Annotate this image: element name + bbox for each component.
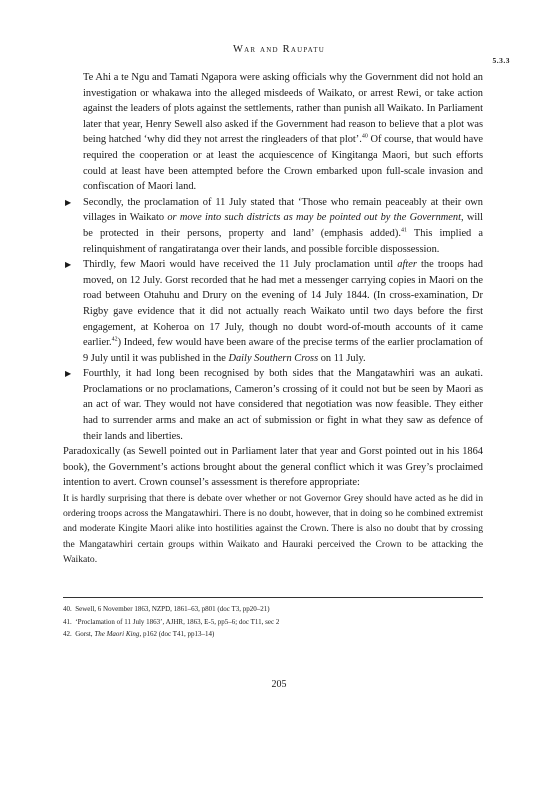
emphasis-text: Daily Southern Cross (228, 352, 319, 364)
body-text (63, 70, 483, 567)
footnotes (63, 603, 483, 641)
bullet-arrow-icon: ▶ (65, 260, 72, 270)
page-number: 205 (271, 679, 287, 690)
bullet-item-secondly (63, 195, 483, 257)
footnote-divider (63, 597, 483, 598)
footnote-title: The Maori King (94, 630, 140, 639)
bullet-arrow-icon: ▶ (65, 197, 72, 207)
emphasis-text: or move into such districts as may be pointed out by the Government (167, 212, 461, 224)
bullet-text: Secondly, the proclamation of 11 July stated that ‘Those who remain peaceably at their own villages in Waikato (83, 196, 483, 224)
section-number: 5.3.3 (492, 56, 510, 65)
footnote-ref: 40 (361, 133, 368, 140)
bullet-item-fourthly (63, 366, 483, 444)
paragraph-text: Of course, that would have required the cooperation or at least the acquiescence of Kingitanga Maori, but such efforts could at least have been attempted before the Crown embarked upon full-scale invasion and confiscation of Maori land. (83, 134, 483, 193)
footnote-text: 42. Gorst, (63, 630, 95, 639)
paragraph-continuation (63, 70, 483, 195)
running-head: War and Raupatu (232, 44, 326, 55)
bullet-text: , will be protected in their persons, property and land’ (emphasis added). (83, 212, 483, 239)
emphasis-text: after (397, 259, 417, 271)
bullet-item-thirdly (63, 257, 483, 366)
footnote-41: 41. ‘Proclamation of 11 July 1863’, AJHR, 1863, E-5, pp5–6; doc T11, sec 2 (63, 617, 280, 626)
footnote-42 (63, 628, 483, 641)
bullet-text: Thirdly, few Maori would have received the 11 July proclamation until (83, 259, 398, 271)
footnote-40: 40. Sewell, 6 November 1863, NZPD, 1861–63, p801 (doc T3, pp20–21) (63, 605, 270, 613)
bullet-text: Fourthly, it had long been recognised by both sides that the Mangatawhiri was an aukati. Proclamations or no proclamations, Cameron’s crossing of it could not but be seen by Maori as an act of war. They would not have considered that negotiation was now feasible. They either had to surrender arms and make an act of submission or fight in what they saw as defence of their lands and liberties. (83, 368, 483, 442)
block-quote: It is hardly surprising that there is debate over whether or not Governor Grey should have acted as he did in ordering troops across the Mangatawhiri. There is no doubt, however, that in doing so he combined extremist and moderate Kingite Maori alike into hostilities against the Crown. There is also no doubt that by crossing the Mangatawhiri certain groups within Waikato and Hauraki perceived the Crown to be attacking the Waikato. (63, 493, 483, 565)
bullet-text: ) Indeed, few would have been aware of the precise terms of the earlier proclamation of 9 July until it was published in the (83, 337, 483, 364)
paragraph: Paradoxically (as Sewell pointed out in Parliament later that year and Gorst pointed out in his 1864 book), the Government’s actions brought about the general conflict which it was Grey’s proclaimed intention to avert. Crown counsel’s assessment is therefore appropriate: (63, 446, 483, 489)
footnote-ref: 41 (400, 227, 407, 234)
footnote-text: , p162 (doc T41, pp13–14) (139, 630, 215, 639)
bullet-arrow-icon: ▶ (65, 369, 72, 379)
bullet-text: on 11 July. (318, 352, 366, 364)
footnote-ref: 42 (111, 336, 118, 343)
bullet-text: This implied a relinquishment of rangatiratanga over their lands, and possible forcible dispossession. (83, 227, 484, 255)
paragraph-text: Te Ahi a te Ngu and Tamati Ngapora were asking officials why the Government did not hold an investigation or whakawa into the alleged misdeeds of Waikato, or arrest Rewi, or take action against the leaders of plots against the settlements, rather than punish all Waikato. In Parliament later that year, Henry Sewell also asked if the Government had reason to believe that a plot was being hatched ‘why did they not arrest the ringleaders of that plot’. (83, 72, 483, 146)
bullet-text: the troops had moved, on 12 July. Gorst recorded that he had met a messenger carrying copies in Maori on the road between Otahuhu and Drury on the evening of 14 July 1844. (In cross-examination, Dr Rigby gave evidence that it did not actually reach Waikato until two days before the first engagement, at Koheroa on 17 July, though no doubt word-of-mouth accounts of it came earlier. (83, 259, 483, 349)
